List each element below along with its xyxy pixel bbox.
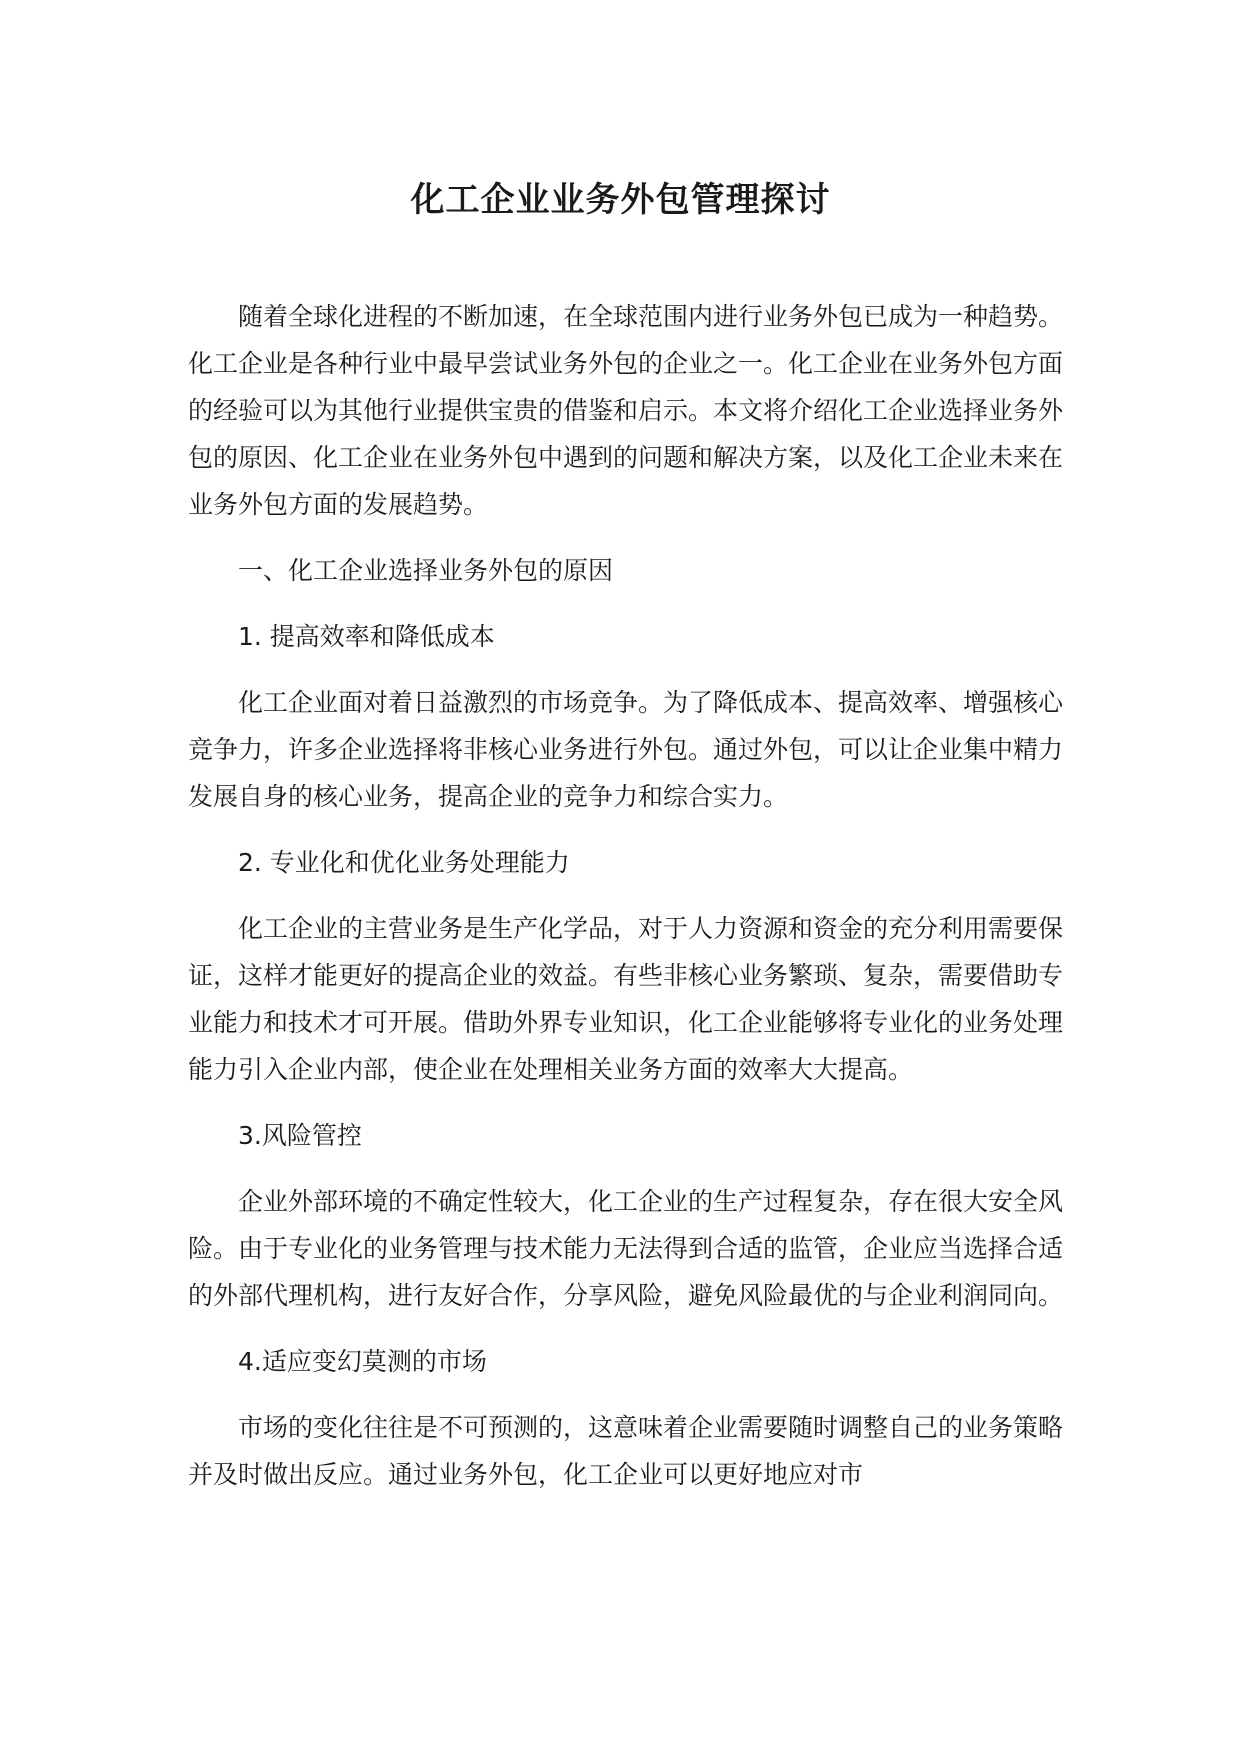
paragraph-efficiency: 化工企业面对着日益激烈的市场竞争。为了降低成本、提高效率、增强核心竞争力，许多企业选择将非核心业务进行外包。通过外包，可以让企业集中精力发展自身的核心业务，提高企业的竞争力和综合实力。 bbox=[188, 688, 1064, 811]
intro-paragraph: 随着全球化进程的不断加速，在全球范围内进行业务外包已成为一种趋势。化工企业是各种行业中最早尝试业务外包的企业之一。化工企业在业务外包方面的经验可以为其他行业提供宝贵的借鉴和启示。本文将介绍化工企业选择业务外包的原因、化工企业在业务外包中遇到的问题和解决方案，以及化工企业未来在业务外包方面的发展趋势。 bbox=[188, 302, 1064, 519]
paragraph-market: 市场的变化往往是不可预测的，这意味着企业需要随时调整自己的业务策略并及时做出反应。通过业务外包，化工企业可以更好地应对市 bbox=[188, 1413, 1064, 1489]
subheading-4: 4.适应变幻莫测的市场 bbox=[238, 1347, 487, 1376]
document-body bbox=[188, 293, 1068, 1517]
subheading-1: 1. 提高效率和降低成本 bbox=[238, 622, 495, 651]
paragraph-specialization: 化工企业的主营业务是生产化学品，对于人力资源和资金的充分利用需要保证，这样才能更好的提高企业的效益。有些非核心业务繁琐、复杂，需要借助专业能力和技术才可开展。借助外界专业知识，化工企业能够将专业化的业务处理能力引入企业内部，使企业在处理相关业务方面的效率大大提高。 bbox=[188, 914, 1064, 1084]
subheading-2: 2. 专业化和优化业务处理能力 bbox=[238, 848, 570, 877]
section-heading-1: 一、化工企业选择业务外包的原因 bbox=[238, 556, 614, 585]
document-title: 化工企业业务外包管理探讨 bbox=[410, 180, 831, 220]
paragraph-risk: 企业外部环境的不确定性较大，化工企业的生产过程复杂，存在很大安全风险。由于专业化的业务管理与技术能力无法得到合适的监管，企业应当选择合适的外部代理机构，进行友好合作，分享风险，避免风险最优的与企业利润同向。 bbox=[188, 1187, 1064, 1310]
subheading-3: 3.风险管控 bbox=[238, 1121, 362, 1150]
